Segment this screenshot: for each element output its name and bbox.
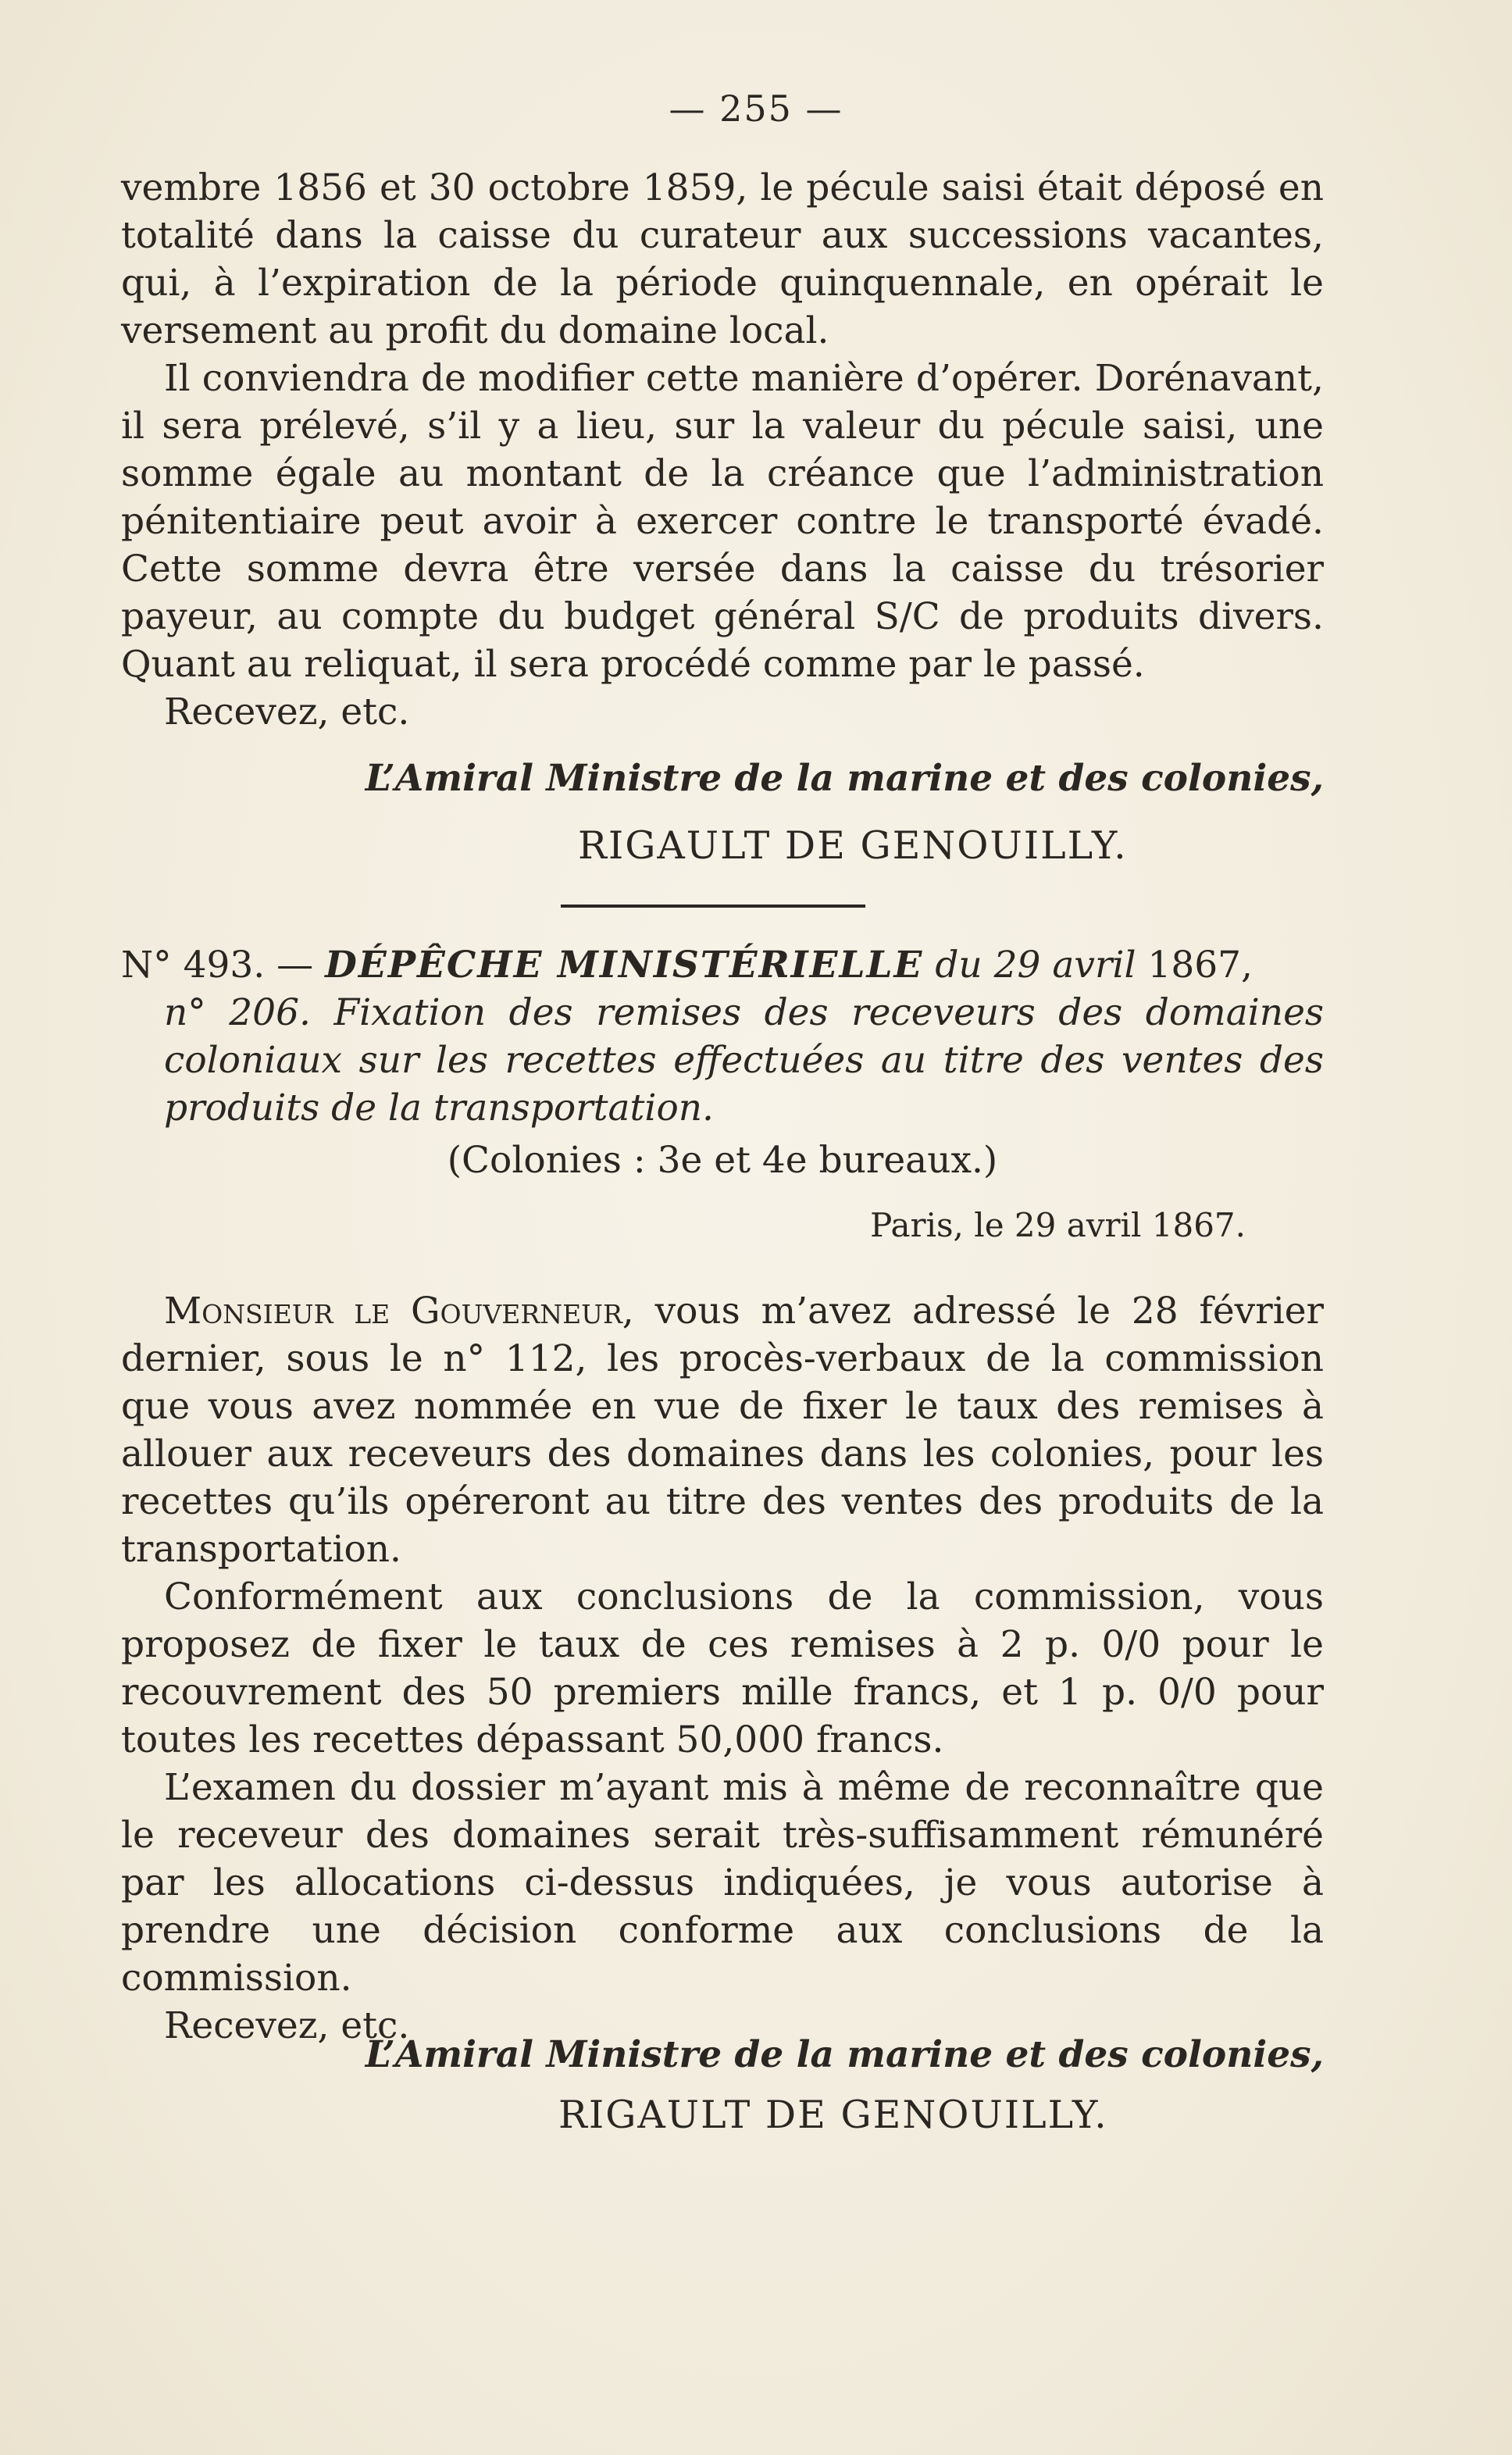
dispatch-bureaux: (Colonies : 3e et 4e bureaux.) — [447, 1139, 998, 1182]
letter-2-signature-name-block — [558, 2089, 1199, 2141]
dispatch-date: 29 avril — [993, 944, 1136, 987]
letter-1-signature-name-block — [578, 820, 1203, 872]
letter-1-signature — [121, 755, 1324, 802]
letter-2-paragraph-3: L’examen du dossier m’ayant mis à même de reconnaître que le receveur des domaines serait très-suffisamment rémunéré par les allocations ci-dessus indiquées, je vous autorise à prendre une décision conforme aux conclusions de la commission. — [121, 1766, 1324, 2000]
signature-title: L’Amiral Ministre de la marine et des colonies, — [365, 757, 1324, 800]
signature-name: RIGAULT DE GENOUILLY. — [578, 823, 1128, 868]
letter-2-closing: Recevez, etc. — [164, 2004, 410, 2047]
letter-2-paragraph-1: vous m’avez adressé le 28 février dernier, sous le n° 112, les procès-verbaux de la commission que vous avez nommée en vue de fixer le taux des remises à allouer aux receveurs des domaines dans les colonies, pour les recettes qu’ils opéreront au titre des ventes des produits de la transportation. — [121, 1290, 1325, 1571]
dispatch-ref: n° 206. — [164, 991, 311, 1034]
letter-1-closing: Recevez, etc. — [164, 690, 410, 733]
dispatch-year: 1867, — [1147, 944, 1253, 987]
dispatch-title: DÉPÊCHE MINISTÉRIELLE — [325, 944, 924, 987]
letter-2-signature — [121, 2031, 1324, 2079]
signature-name-2: RIGAULT DE GENOUILLY. — [558, 2093, 1108, 2137]
salutation: Monsieur le Gouverneur, — [164, 1290, 634, 1333]
dispatch-number: N° 493. — [121, 944, 266, 987]
dispatch-heading — [121, 941, 1324, 1249]
dispatch-du: du — [935, 944, 982, 987]
signature-title-2: L’Amiral Ministre de la marine et des colonies, — [365, 2033, 1324, 2076]
letter-2-paragraph-2: Conformément aux conclusions de la commission, vous proposez de fixer le taux de ces remises à 2 p. 0/0 pour le recouvrement des 50 premiers mille francs, et 1 p. 0/0 pour toutes les recettes dépassant 50,000 francs. — [121, 1575, 1324, 1761]
dispatch-dash: — — [276, 944, 314, 987]
section-divider — [561, 905, 865, 908]
page-number: — 255 — — [669, 87, 843, 130]
dispatch-subject: Fixation des remises des receveurs des domaines coloniaux sur les recettes effectuées au titre des ventes des produits de la transportation. — [164, 991, 1325, 1129]
letter-1-paragraph-2: Il conviendra de modifier cette manière d’opérer. Dorénavant, il sera prélevé, s’il y a lieu, sur la valeur du pécule saisi, une somme égale au montant de la créance que l’administration pénitentiaire peut avoir à exercer contre le transporté évadé. Cette somme devra être versée dans la caisse du trésorier payeur, au compte du budget général S/C de produits divers. Quant au reliquat, il sera procédé comme par le passé. — [121, 357, 1324, 686]
letter-1 — [121, 164, 1324, 736]
letter-2 — [121, 1287, 1324, 2050]
letter-1-paragraph-1: vembre 1856 et 30 octobre 1859, le pécule saisi était déposé en totalité dans la caisse du curateur aux successions vacantes, qui, à l’expiration de la période quinquennale, en opérait le versement au profit du domaine local. — [121, 166, 1324, 352]
dispatch-place-date: Paris, le 29 avril 1867. — [870, 1206, 1246, 1244]
